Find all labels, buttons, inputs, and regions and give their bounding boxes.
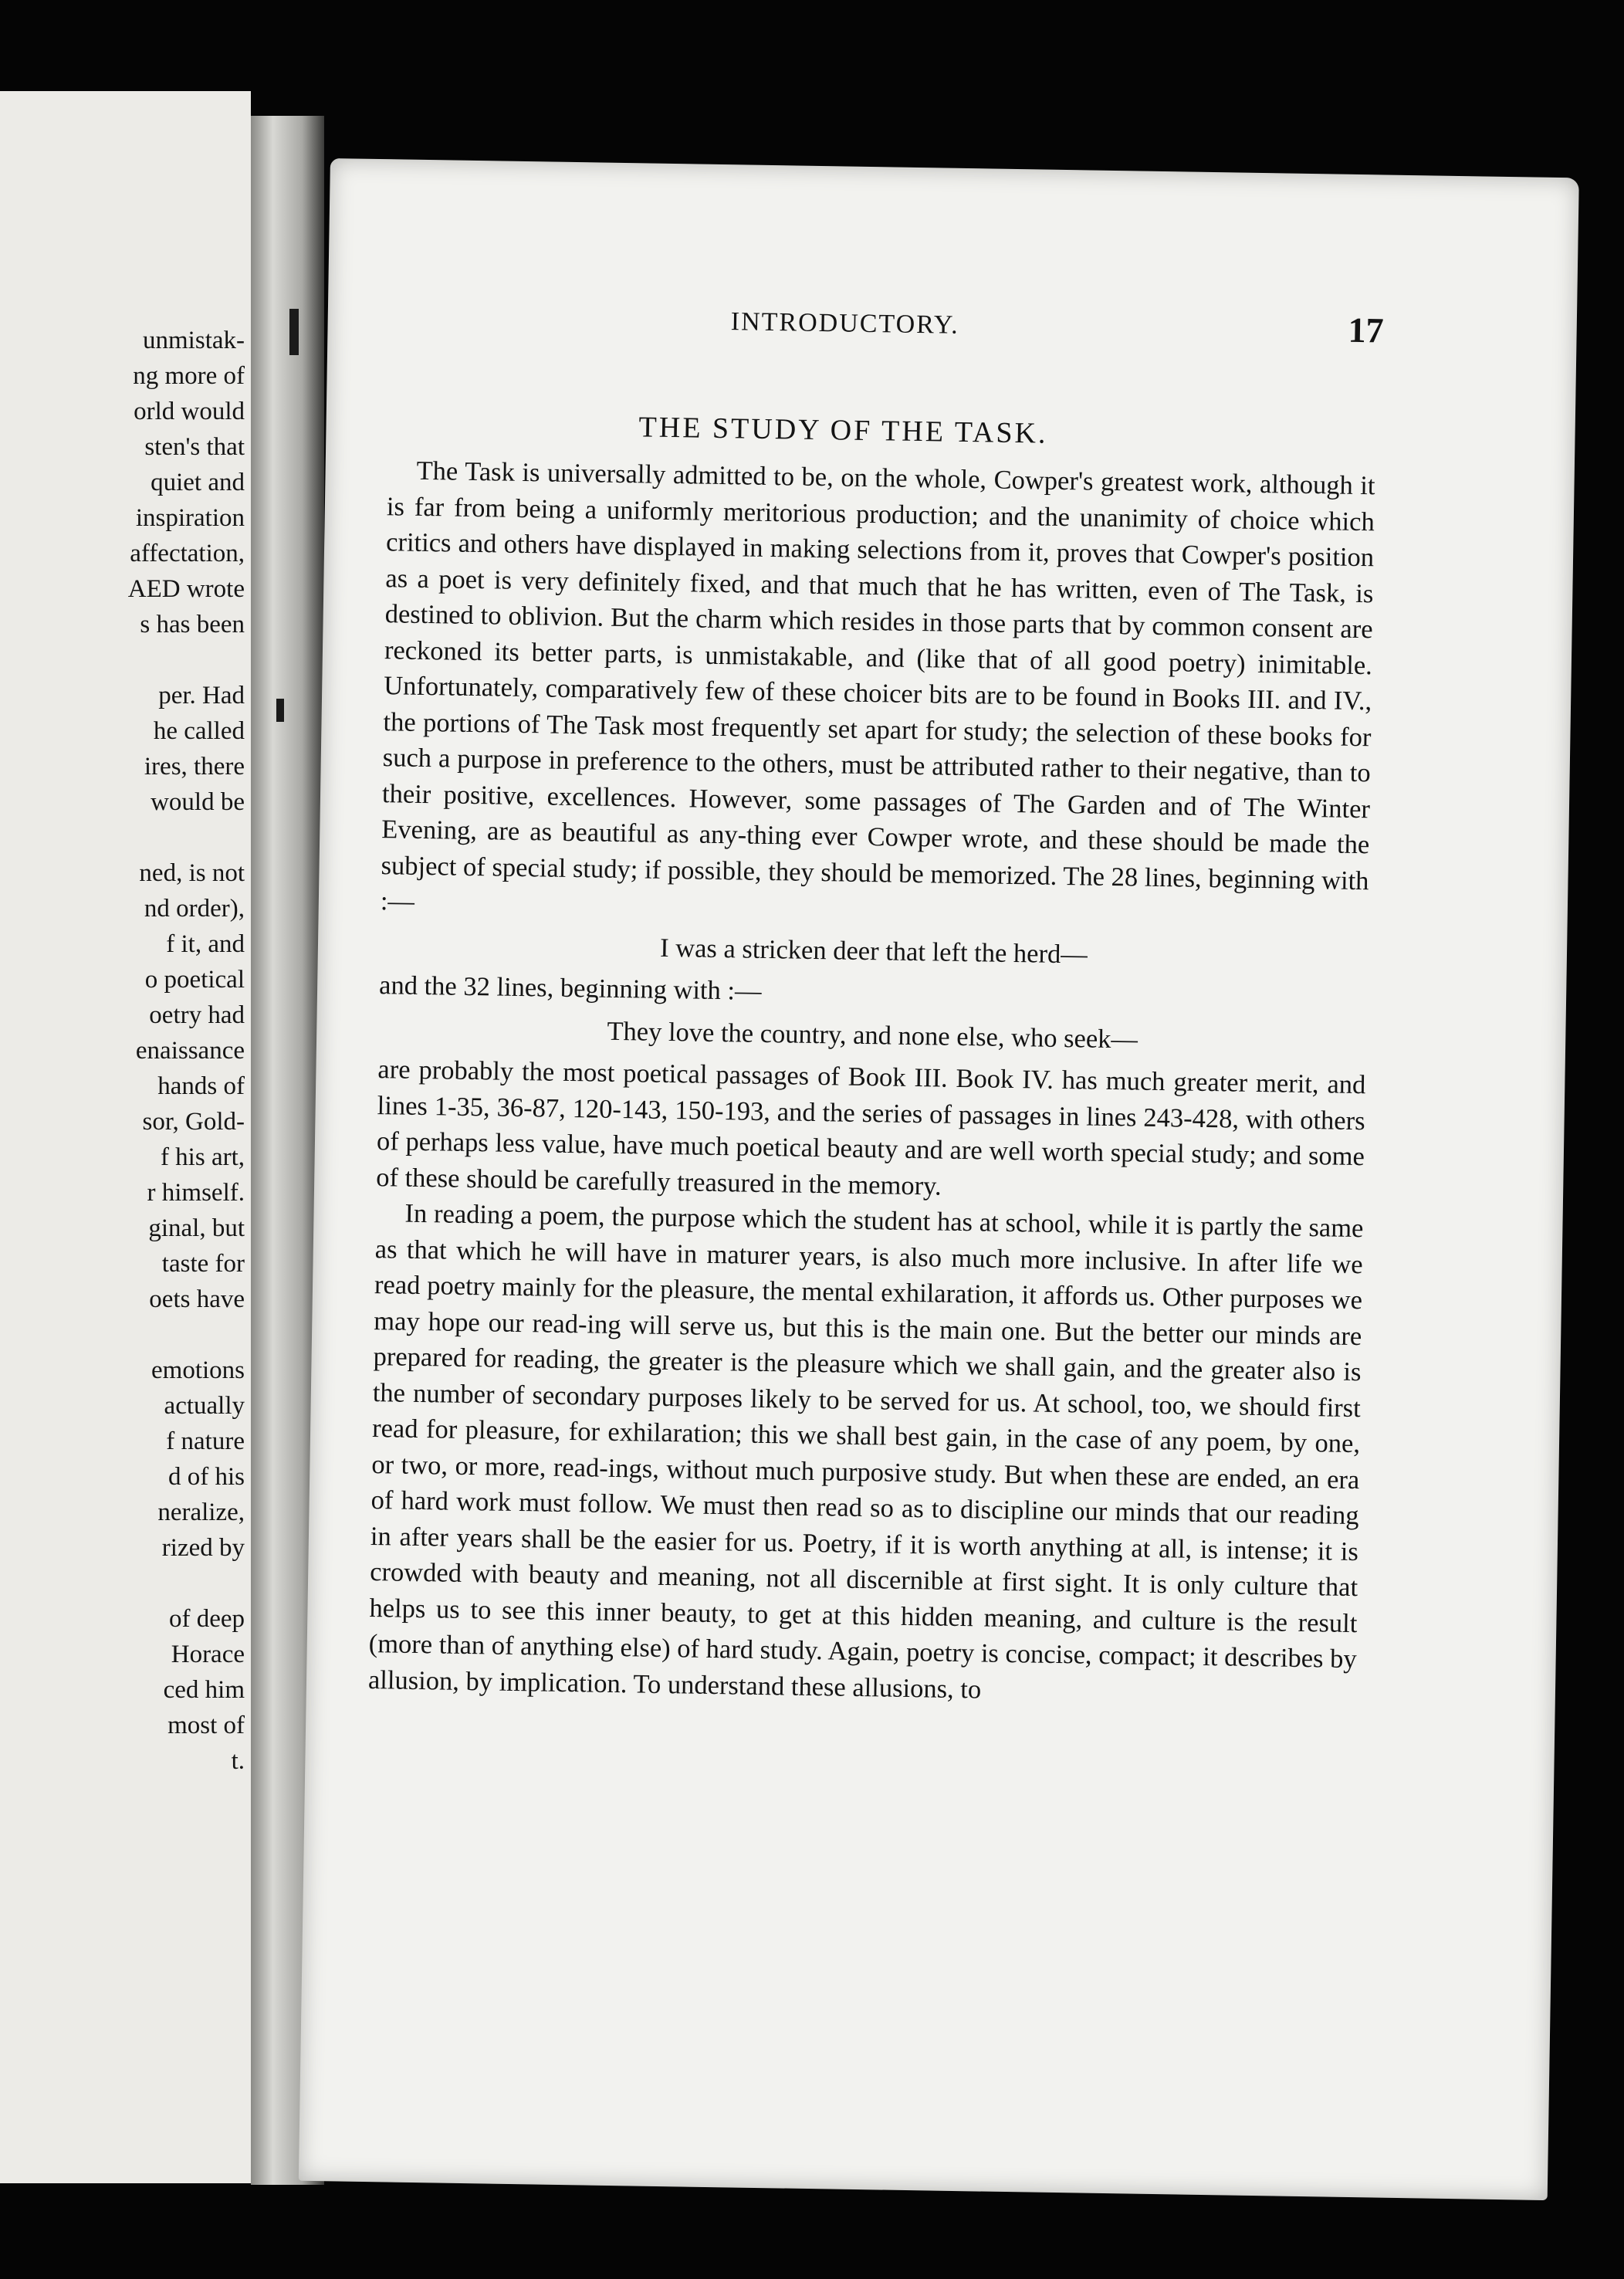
paragraph: The Task is universally admitted to be, on the whole, Cowper's greatest work, although it is far from being a uniformly meritorious production; and the unanimity of choice which critics and others have displayed in making selections from it, proves that Cowper's position as a poet is very definitely fixed, and that much that he has written, even of The Task, is destined to oblivion. But the charm which resides in those parts that by common consent are reckoned its better parts, is unmistakable, and (like that of all good poetry) inimitable. Unfortunately, comparatively few of these choicer bits are to be found in Books III. and IV., the portions of The Task most frequently set apart for study; the selection of these books for such a purpose in preference to the others, must be attributed rather to their negative, than to their positive, excellences. However, some passages of The Garden and of The Winter Evening, are as beautiful as any-thing ever Cowper wrote, and these should be made the subject of special study; if possible, they should be memorized. The 28 lines, beginning with :— xyxy=(380,455,1375,916)
left-line: f nature xyxy=(166,1427,245,1455)
binding-mark xyxy=(276,699,284,722)
left-line: actually xyxy=(164,1392,245,1420)
section-title: THE STUDY OF THE TASK. xyxy=(638,411,1048,450)
left-line: ires, there xyxy=(144,753,245,781)
left-page xyxy=(0,91,251,2183)
left-line: affectation, xyxy=(130,540,245,567)
left-line: unmistak- xyxy=(143,327,245,354)
paragraph: are probably the most poetical passages of Book III. Book IV. has much greater merit, and lines 1-35, 36-87, 120-143, 150-193, and the series of passages in lines 243-428, with others of perhaps less value, have much poetical beauty and are well worth special study; and some of these should be carefully treasured in the memory. xyxy=(375,1055,1366,1201)
body-text xyxy=(368,452,1375,1713)
left-line: oets have xyxy=(149,1285,245,1313)
paragraph: and the 32 lines, beginning with :— xyxy=(378,970,762,1006)
left-line: AED wrote xyxy=(127,575,245,603)
left-line: d of his xyxy=(168,1463,245,1491)
left-line: sor, Gold- xyxy=(142,1108,245,1136)
binding-mark xyxy=(289,309,299,355)
left-line: ned, is not xyxy=(139,859,245,887)
left-line: rized by xyxy=(161,1534,245,1562)
left-line: hands of xyxy=(157,1072,245,1100)
left-line: s has been xyxy=(140,611,245,638)
verse-quote: I was a stricken deer that left the herd— xyxy=(659,933,1088,970)
left-line: sten's that xyxy=(144,433,245,461)
left-line: Horace xyxy=(171,1641,245,1668)
left-line: taste for xyxy=(161,1250,245,1278)
left-line: emotions xyxy=(151,1356,245,1384)
left-line: ced him xyxy=(163,1676,245,1704)
left-line: ginal, but xyxy=(148,1214,245,1242)
left-line: r himself. xyxy=(147,1179,245,1207)
left-line: quiet and xyxy=(151,469,245,496)
left-line: would be xyxy=(151,788,245,816)
running-header: INTRODUCTORY. xyxy=(730,307,959,340)
left-line: he called xyxy=(153,717,245,745)
left-line: o poetical xyxy=(144,966,245,994)
left-line: f it, and xyxy=(166,930,245,958)
page-number: 17 xyxy=(1348,310,1385,350)
left-line: of deep xyxy=(168,1605,245,1633)
left-line: most of xyxy=(167,1712,245,1739)
paragraph: In reading a poem, the purpose which the student has at school, while it is partly the same as that which he will have in maturer years, is also much more inclusive. In after life we read poetry mainly for the pleasure, the mental exhilaration, it affords us. Other purposes we may hope our read-ing will serve us, but this is the main one. But the better our minds are prepared for reading, the greater is the pleasure which we shall gain, and the greater also is the number of secondary purposes likely to be served for us. At school, too, we should first read for pleasure, for exhilaration; this we shall best gain, in the case of any poem, by one, or two, or more, read-ings, without much purposive study. But when these are ended, an era of hard work must follow. We must then read so as to discipline our minds that our reading in after years shall be the easier for us. Poetry, if it is worth anything at all, is intense; it is crowded with beauty and meaning, not all discernible at first sight. It is only culture that helps us to see this inner beauty, to get at this hidden meaning, and culture is the result (more than of anything else) of hard study. Again, poetry is concise, compact; it describes by allusion, by implication. To understand these allusions, to xyxy=(367,1198,1364,1704)
left-line: f his art, xyxy=(160,1143,245,1171)
left-line: ng more of xyxy=(133,362,245,390)
left-line: t. xyxy=(231,1747,245,1775)
verse-quote: They love the country, and none else, who seek— xyxy=(607,1016,1138,1055)
left-line: neralize, xyxy=(157,1498,245,1526)
left-line: enaissance xyxy=(135,1037,245,1065)
left-line: oetry had xyxy=(149,1001,245,1029)
left-line: per. Had xyxy=(158,682,245,709)
left-line: orld would xyxy=(134,398,245,425)
left-line: inspiration xyxy=(135,504,245,532)
right-page xyxy=(299,158,1579,2200)
left-line: nd order), xyxy=(144,895,245,923)
